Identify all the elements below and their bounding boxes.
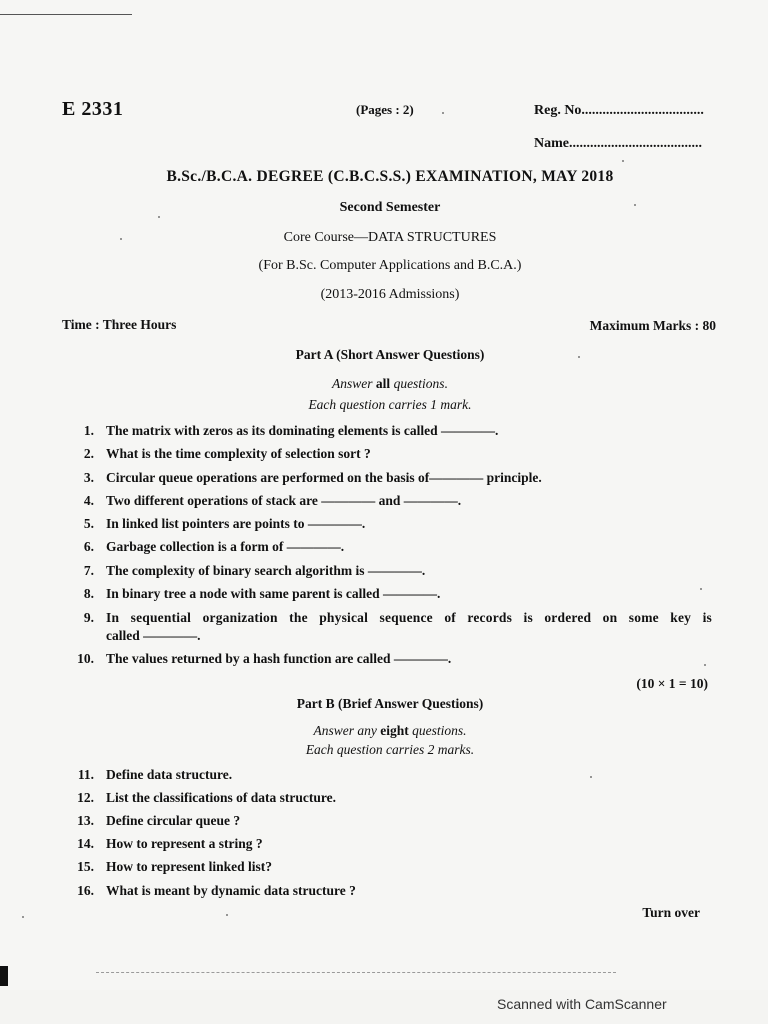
scan-speck — [590, 776, 592, 778]
question-number: 3. — [83, 470, 94, 485]
course-title: Core Course—DATA STRUCTURES — [283, 230, 497, 245]
part-a-instruction-1: Answer all questions. — [332, 376, 448, 391]
question-text: In binary tree a node with same parent is called ————. — [106, 586, 441, 601]
question-number: 16. — [77, 883, 94, 898]
maximum-marks: Maximum Marks : 80 — [589, 318, 716, 333]
question-number: 5. — [83, 516, 94, 531]
question-text: List the classifications of data structure. — [106, 790, 336, 805]
question-text: In linked list pointers are points to ————. — [106, 516, 366, 531]
scan-speck — [22, 916, 24, 918]
question-number: 12. — [77, 790, 94, 805]
question-number: 13. — [77, 813, 94, 828]
question-text: Garbage collection is a form of ————. — [106, 539, 345, 554]
admissions: (2013-2016 Admissions) — [320, 287, 460, 302]
question-number: 15. — [77, 859, 94, 874]
part-b-instruction-2: Each question carries 2 marks. — [305, 742, 475, 757]
scan-speck — [442, 112, 444, 114]
question-number: 10. — [77, 651, 94, 666]
question-text: Define circular queue ? — [106, 813, 241, 828]
scan-speck — [120, 238, 122, 240]
question-text: What is meant by dynamic data structure ? — [106, 883, 356, 898]
question-number: 7. — [83, 563, 94, 578]
question-text-continued: called ————. — [106, 628, 201, 643]
question-number: 4. — [83, 493, 94, 508]
time-allowed: Time : Three Hours — [62, 317, 177, 332]
scan-edge-line — [0, 14, 132, 15]
question-text: Two different operations of stack are ———— and ————. — [106, 493, 462, 508]
question-number: 9. — [83, 610, 94, 625]
paper-code: E 2331 — [62, 98, 124, 120]
question-number: 2. — [83, 446, 94, 461]
scan-speck — [700, 588, 702, 590]
name-field: Name...................................... — [534, 136, 702, 151]
part-a-heading: Part A (Short Answer Questions) — [295, 347, 485, 362]
part-b-heading: Part B (Brief Answer Questions) — [296, 696, 484, 711]
scan-speck — [622, 160, 624, 162]
question-text: How to represent linked list? — [106, 859, 273, 874]
question-text: The complexity of binary search algorithm is ————. — [106, 563, 426, 578]
question-number: 6. — [83, 539, 94, 554]
question-text: The values returned by a hash function are called ————. — [106, 651, 452, 666]
question-text: The matrix with zeros as its dominating elements is called ————. — [106, 423, 499, 438]
scanner-watermark: Scanned with CamScanner — [497, 996, 667, 1012]
reg-no-field: Reg. No................................... — [534, 103, 704, 118]
scan-speck — [704, 664, 706, 666]
exam-title: B.Sc./B.C.A. DEGREE (C.B.C.S.S.) EXAMINATION, MAY 2018 — [166, 168, 614, 185]
scan-speck — [634, 204, 636, 206]
part-a-instruction-2: Each question carries 1 mark. — [308, 397, 472, 412]
scan-edge-mark — [0, 966, 8, 986]
question-text: Define data structure. — [106, 767, 233, 782]
scan-edge-line — [96, 972, 616, 973]
part-b-instruction-1: Answer any eight questions. — [313, 723, 467, 738]
semester: Second Semester — [339, 200, 441, 215]
question-number: 14. — [77, 836, 94, 851]
scan-speck — [578, 356, 580, 358]
page-count: (Pages : 2) — [356, 102, 414, 117]
question-text: How to represent a string ? — [106, 836, 263, 851]
course-for: (For B.Sc. Computer Applications and B.C.A.) — [258, 258, 522, 273]
question-text: What is the time complexity of selection sort ? — [106, 446, 371, 461]
turn-over-note: Turn over — [642, 905, 700, 920]
scan-speck — [158, 216, 160, 218]
question-text: In sequential organization the physical sequence of records is ordered on some key is — [106, 610, 712, 625]
question-number: 11. — [77, 767, 94, 782]
question-number: 8. — [83, 586, 94, 601]
scan-speck — [226, 914, 228, 916]
question-text: Circular queue operations are performed on the basis of———— principle. — [106, 470, 542, 485]
part-a-marks: (10 × 1 = 10) — [636, 676, 708, 691]
question-number: 1. — [83, 423, 94, 438]
